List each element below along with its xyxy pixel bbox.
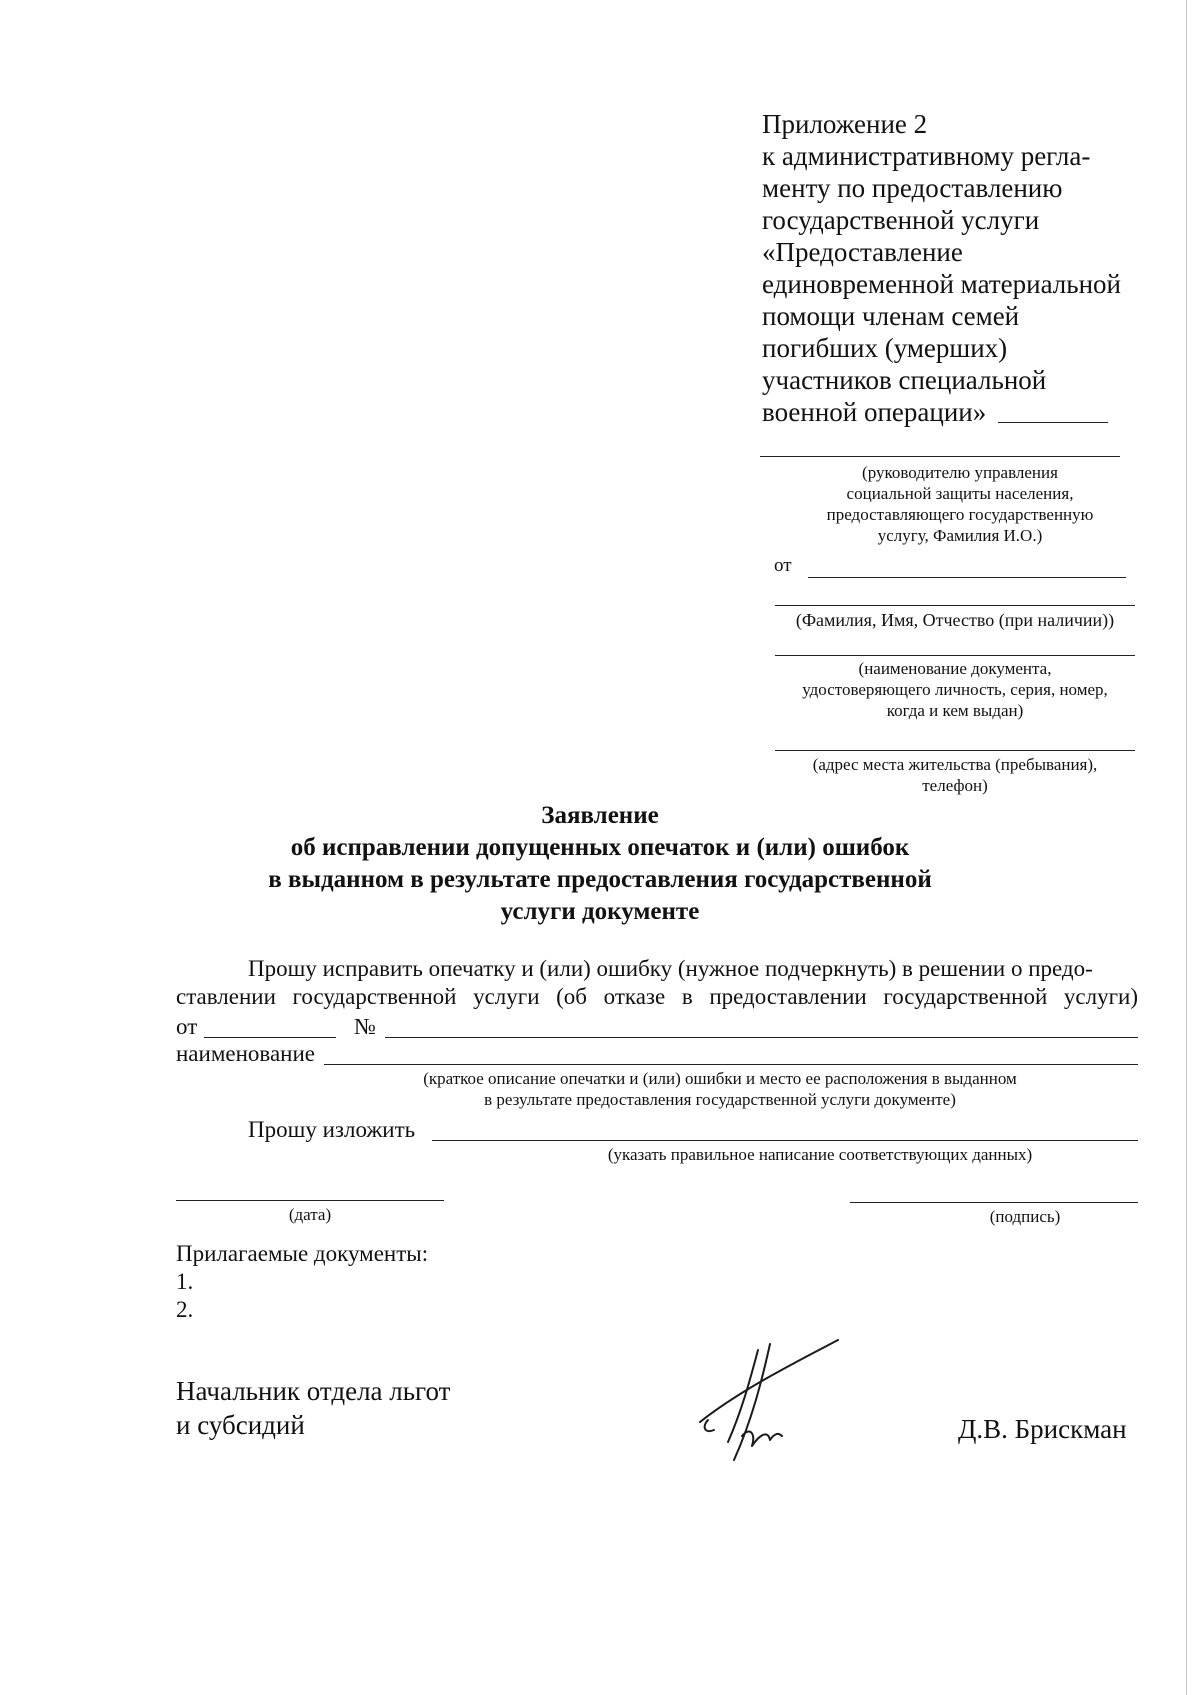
- name-label: наименование: [176, 1041, 315, 1066]
- decision-number-label: №: [354, 1014, 376, 1039]
- handwritten-signature: [690, 1330, 860, 1480]
- fio-caption: (Фамилия, Имя, Отчество (при наличии)): [795, 610, 1115, 630]
- state-line: [432, 1140, 1138, 1141]
- date-line: [176, 1200, 444, 1201]
- request-paragraph-line2: ставлении государственной услуги (об отказе в предоставлении государственной услуги): [176, 984, 1138, 1009]
- page-edge-divider: [1186, 0, 1187, 1695]
- appendix-line: «Предоставление: [762, 237, 963, 267]
- appendix-line: государственной услуги: [762, 205, 1040, 235]
- signature-caption: (подпись): [989, 1207, 1061, 1226]
- appendix-line: помощи членам семей: [762, 301, 1020, 331]
- date-caption: (дата): [288, 1205, 332, 1224]
- signer-position: Начальник отдела льгот и субсидий: [176, 1376, 451, 1440]
- addressee-caption: (руководителю управления социальной защиты населения, предоставляющего государственную услугу, Фамилия И.О.): [826, 463, 1094, 545]
- address-line: [775, 750, 1135, 751]
- addressee-line: [760, 456, 1120, 457]
- appendix-line: менту по предоставлению: [762, 173, 1063, 203]
- name-caption: (краткое описание опечатки и (или) ошибки и место ее расположения в выданном в результате предоставления государственной услуги документе): [423, 1069, 1017, 1109]
- document-title: [200, 800, 1000, 928]
- id-doc-caption: (наименование документа, удостоверяющего личность, серия, номер, когда и кем выдан): [802, 659, 1108, 720]
- appendix-line: единовременной материальной: [762, 269, 1121, 299]
- title-line: в выданном в результате предоставления государственной: [268, 866, 932, 893]
- from-line: [808, 577, 1126, 578]
- signature-line: [850, 1202, 1138, 1203]
- decision-date-line: [204, 1037, 336, 1038]
- appendix-underline: [998, 422, 1108, 423]
- attachments-label: Прилагаемые документы:: [176, 1241, 429, 1266]
- from-label: от: [774, 555, 792, 576]
- attachment-item: 1.: [176, 1269, 194, 1294]
- appendix-line: погибших (умерших): [762, 333, 1008, 363]
- appendix-line: военной операции»: [762, 397, 987, 427]
- request-paragraph-line1: Прошу исправить опечатку и (или) ошибку (нужное подчеркнуть) в решении о предо-: [248, 956, 1093, 981]
- decision-number-line: [385, 1037, 1138, 1038]
- title-line: об исправлении допущенных опечаток и (или) ошибок: [290, 834, 910, 861]
- title-line: услуги документе: [500, 898, 700, 925]
- id-doc-line: [775, 655, 1135, 656]
- name-line: [324, 1064, 1138, 1065]
- decision-from-label: от: [176, 1014, 198, 1039]
- address-caption: (адрес места жительства (пребывания), телефон): [812, 755, 1098, 795]
- appendix-line: участников специальной: [762, 365, 1047, 395]
- signer-name: Д.В. Брискман: [958, 1414, 1127, 1444]
- attachment-item: 2.: [176, 1297, 194, 1322]
- title-line: Заявление: [541, 802, 659, 829]
- state-label: Прошу изложить: [248, 1117, 416, 1142]
- appendix-header: [762, 108, 1182, 428]
- appendix-line: Приложение 2: [762, 109, 928, 139]
- appendix-line: к административному регла-: [762, 141, 1091, 171]
- fio-line: [775, 605, 1135, 606]
- state-caption: (указать правильное написание соответствующих данных): [607, 1145, 1033, 1164]
